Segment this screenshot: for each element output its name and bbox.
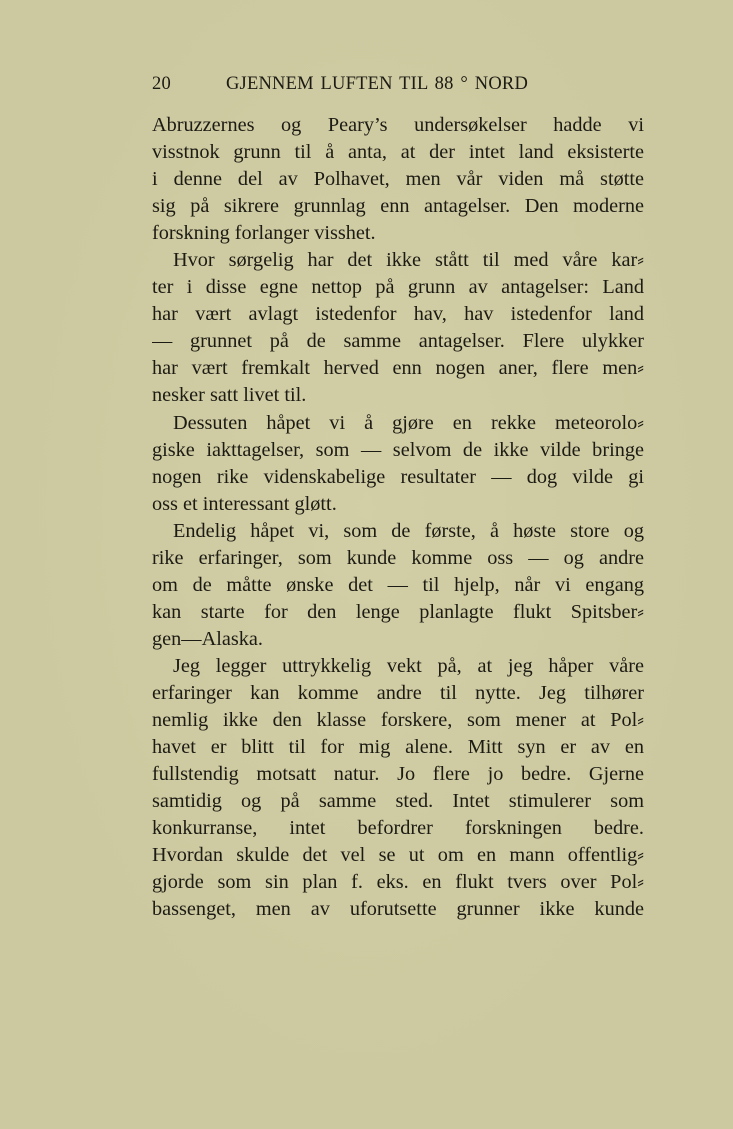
text-line: fullstendig motsatt natur. Jo flere jo bedre. Gjerne	[152, 763, 644, 786]
text-line: samtidig og på samme sted. Intet stimulerer som	[152, 790, 644, 813]
text-line: i denne del av Polhavet, men vår viden må støtte	[152, 168, 644, 191]
text-line: erfaringer kan komme andre til nytte. Jeg tilhører	[152, 681, 644, 704]
text-line: giske iakttagelser, som — selvom de ikke vilde bringe	[152, 438, 644, 461]
text-line: konkurranse, intet befordrer forskningen bedre.	[152, 817, 644, 840]
page-header	[152, 71, 576, 97]
text-line: gjorde som sin plan f. eks. en flukt tvers over Pol⸗	[152, 871, 644, 894]
text-line: ter i disse egne nettop på grunn av antagelser: Land	[152, 276, 644, 299]
paragraph-start-line: Endelig håpet vi, som de første, å høste store og	[173, 519, 644, 542]
running-title: GJENNEM LUFTEN TIL 88 ° NORD	[226, 73, 529, 94]
text-line: kan starte for den lenge planlagte flukt Spitsber⸗	[152, 600, 644, 623]
page-number: 20	[152, 73, 171, 94]
text-line: havet er blitt til for mig alene. Mitt syn er av en	[152, 736, 644, 759]
text-line: har vært fremkalt herved enn nogen aner, flere men⸗	[152, 357, 644, 380]
body-text	[152, 112, 644, 923]
text-line: oss et interessant gløtt.	[152, 492, 337, 515]
text-line: har vært avlagt istedenfor hav, hav istedenfor land	[152, 303, 644, 326]
text-line: nesker satt livet til.	[152, 384, 307, 407]
text-line: sig på sikrere grunnlag enn antagelser. Den moderne	[152, 195, 644, 218]
paragraph-start-line: Hvor sørgelig har det ikke stått til med våre kar⸗	[173, 249, 644, 272]
text-line: gen—Alaska.	[152, 627, 263, 650]
paragraph-start-line: Jeg legger uttrykkelig vekt på, at jeg håper våre	[173, 654, 644, 677]
text-line: visstnok grunn til å anta, at der intet land eksisterte	[152, 141, 644, 164]
text-line: — grunnet på de samme antagelser. Flere ulykker	[152, 330, 644, 353]
text-line: bassenget, men av uforutsette grunner ikke kunde	[152, 898, 644, 921]
text-line: Abruzzernes og Peary’s undersøkelser hadde vi	[152, 114, 644, 136]
text-line: nogen rike videnskabelige resultater — dog vilde gi	[152, 465, 644, 488]
text-line: nemlig ikke den klasse forskere, som mener at Pol⸗	[152, 709, 644, 732]
text-line: om de måtte ønske det — til hjelp, når vi engang	[152, 573, 644, 596]
text-line: Hvordan skulde det vel se ut om en mann offentlig⸗	[152, 844, 644, 867]
text-line: rike erfaringer, som kunde komme oss — og andre	[152, 546, 644, 569]
paragraph-start-line: Dessuten håpet vi å gjøre en rekke meteorolo⸗	[173, 411, 644, 434]
text-line: forskning forlanger visshet.	[152, 222, 376, 245]
